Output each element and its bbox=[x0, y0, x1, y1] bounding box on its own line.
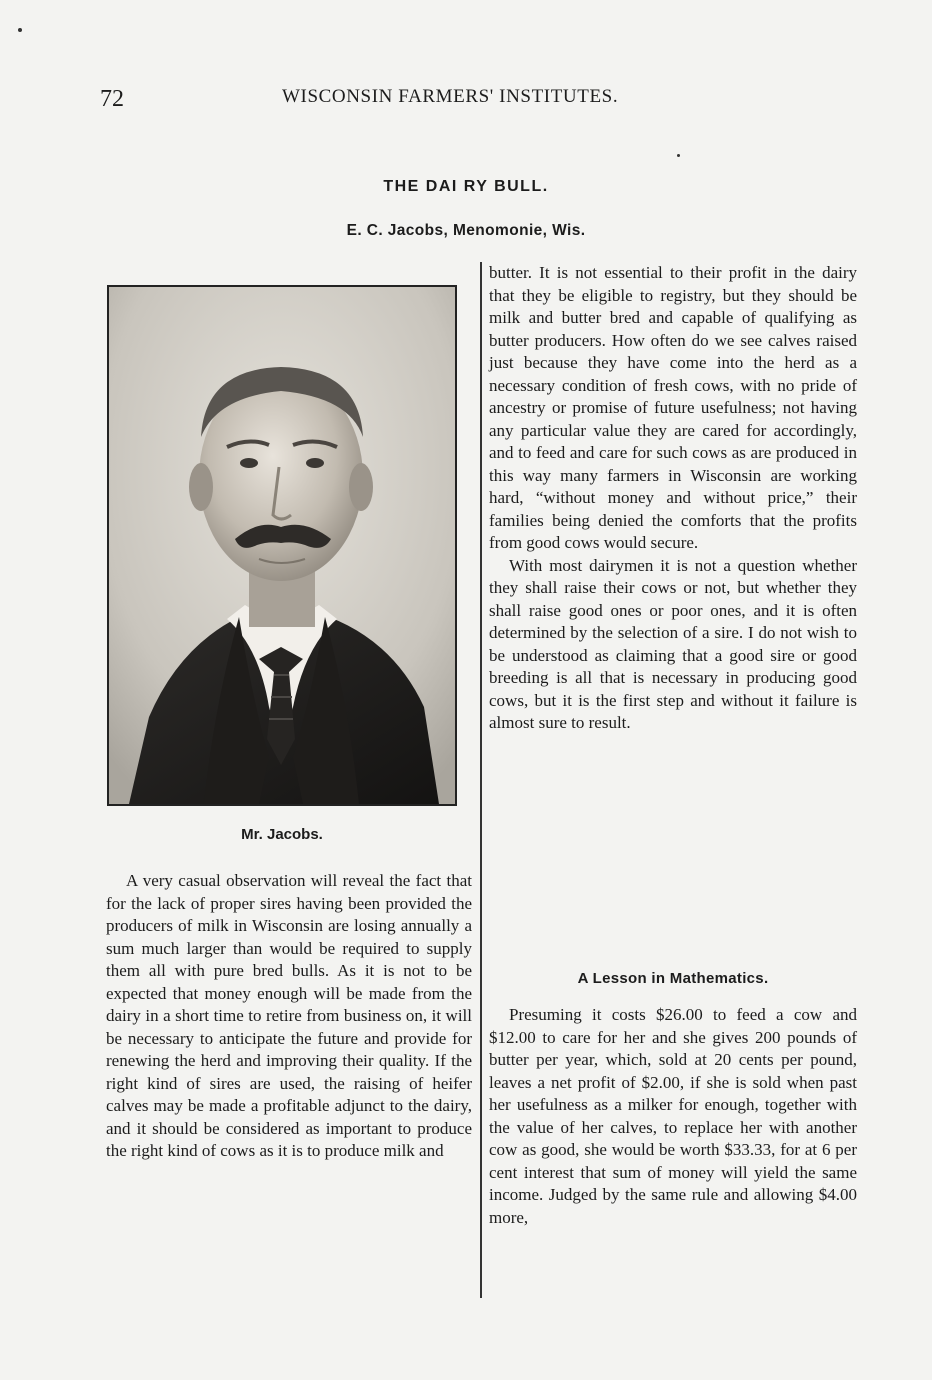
right-column-upper bbox=[489, 262, 857, 735]
body-paragraph: With most dairymen it is not a question whether they shall raise their cows or not, but whether they shall raise good ones or poor ones, and it is often determined by the selection of a sire. I do not wish to be understood as claiming that a good sire or good breeding is all that is necessary in producing good cows, but it is the first step and without it failure is almost sure to result. bbox=[489, 555, 857, 732]
print-speck bbox=[677, 154, 680, 157]
column-divider bbox=[480, 262, 482, 1298]
body-paragraph: A very casual observation will reveal the fact that for the lack of proper sires having been provided the producers of milk in Wisconsin are losing annually a sum much larger than would be required to supply them all with pure bred bulls. As it is not to be expected that money enough will be made from the dairy in a short time to retire from business on, it will be necessary to anticipate the future and provide for renewing the herd and improving their quality. If the right kind of sires are used, the raising of heifer calves may be made a profitable adjunct to the dairy, and it should be considered as important to produce the right kind of cows as it is to produce milk and bbox=[106, 871, 472, 1160]
left-column bbox=[106, 870, 472, 1163]
article-byline: E. C. Jacobs, Menomonie, Wis. bbox=[346, 222, 586, 239]
body-paragraph-continued: butter. It is not essential to their profit in the dairy that they be eligible to registry, but they should be milk and butter bred and capable of qualifying as butter producers. How often do we see calves raised just because they have come into the herd as a necessary condition of fresh cows, with no pride of ancestry or promise of future usefulness; not having any particular value they are cared for accordingly, and to feed and care for such cows as are produced in this way many farmers in Wisconsin are working hard, “without money and without price,” their families being denied the comforts that the profits from good cows would secure. bbox=[489, 263, 857, 552]
body-paragraph: Presuming it costs $26.00 to feed a cow and $12.00 to care for her and she gives 200 pounds of butter per year, which, sold at 20 cents per pound, leaves a net profit of $2.00, if she is sold when past her usefulness as a milker for enough, together with the value of her calves, to replace her with another cow as good, she would be worth $33.33, for at 6 per cent interest that sum of money will yield the same income. Judged by the same rule and allowing $4.00 more, bbox=[489, 1005, 857, 1227]
right-column-lower bbox=[489, 1004, 857, 1229]
print-speck bbox=[18, 28, 22, 32]
page-number: 72 bbox=[100, 86, 124, 112]
portrait-illustration bbox=[109, 287, 455, 804]
portrait-photo bbox=[107, 285, 457, 806]
journal-title: WISCONSIN FARMERS' INSTITUTES. bbox=[282, 86, 619, 107]
article-title: THE DAI RY BULL. bbox=[383, 178, 549, 195]
portrait-caption: Mr. Jacobs. bbox=[241, 826, 323, 843]
section-heading: A Lesson in Mathematics. bbox=[577, 970, 769, 987]
running-head bbox=[100, 80, 700, 116]
